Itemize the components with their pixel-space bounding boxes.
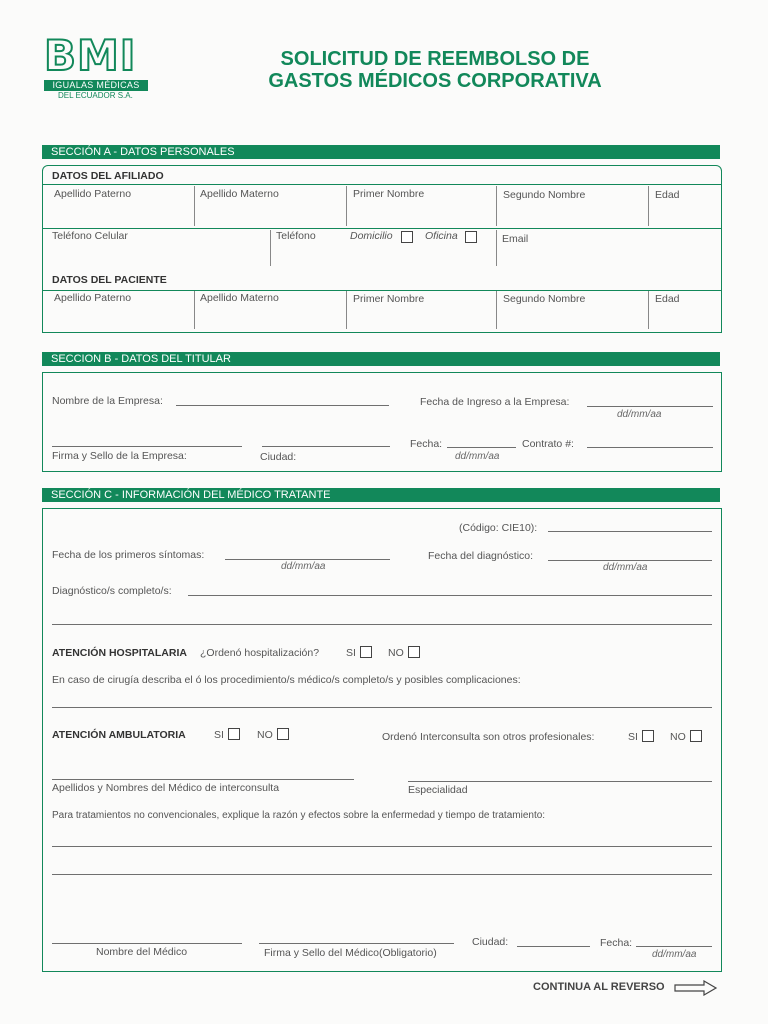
continua-label: CONTINUA AL REVERSO [533, 981, 665, 993]
paciente-apellido-materno-label: Apellido Materno [200, 292, 279, 304]
paciente-title: DATOS DEL PACIENTE [52, 274, 167, 286]
edad-label: Edad [655, 189, 680, 201]
nombre-empresa-label: Nombre de la Empresa: [52, 395, 163, 407]
inter-no-label: NO [670, 731, 686, 743]
hosp-no-checkbox[interactable] [408, 646, 420, 658]
paciente-apellido-paterno-label: Apellido Paterno [54, 292, 132, 304]
firma-medico-line[interactable] [259, 943, 454, 944]
section-c-header: SECCIÓN C - INFORMACIÓN DEL MÉDICO TRATANTE [42, 488, 720, 502]
diagnostico-line-2[interactable] [52, 624, 712, 625]
especialidad-line[interactable] [408, 781, 712, 782]
divider [42, 290, 722, 291]
divider [42, 184, 722, 185]
cirugia-label: En caso de cirugía describa el ó los procedimiento/s médico/s completo/s y posibles complicaciones: [52, 674, 521, 686]
fecha-label: Fecha: [410, 438, 443, 450]
fecha-ingreso-hint: dd/mm/aa [617, 409, 662, 420]
telefono-label: Teléfono [276, 230, 316, 242]
paciente-edad-label: Edad [655, 293, 680, 305]
ciudad-medico-label: Ciudad: [472, 936, 509, 948]
tratamientos-label: Para tratamientos no convencionales, explique la razón y efectos sobre la enfermedad y tiempo de tratamiento: [52, 810, 546, 821]
ciudad-label: Ciudad: [260, 451, 297, 463]
ciudad-line[interactable] [262, 446, 390, 447]
contrato-label: Contrato #: [522, 438, 574, 450]
nombre-medico-label: Nombre del Médico [96, 946, 188, 958]
segundo-nombre-label: Segundo Nombre [503, 189, 586, 201]
inter-no-checkbox[interactable] [690, 730, 702, 742]
firma-empresa-line[interactable] [52, 446, 242, 447]
tratamientos-line-1[interactable] [52, 846, 712, 847]
oficina-label: Oficina [425, 230, 458, 242]
apellido-materno-label: Apellido Materno [200, 188, 279, 200]
telefono-celular-label: Teléfono Celular [52, 230, 128, 242]
logo-subtitle: DEL ECUADOR S.A. [58, 91, 133, 100]
fecha-medico-line[interactable] [636, 946, 712, 947]
amb-no-checkbox[interactable] [277, 728, 289, 740]
diagnostico-line[interactable] [188, 595, 712, 596]
domicilio-label: Domicilio [350, 230, 393, 242]
afiliado-title: DATOS DEL AFILIADO [52, 170, 164, 182]
hospitalizacion-question: ¿Ordenó hospitalización? [200, 647, 320, 659]
inter-si-checkbox[interactable] [642, 730, 654, 742]
fecha-sintomas-line[interactable] [225, 559, 390, 560]
especialidad-label: Especialidad [408, 784, 468, 796]
fecha-ingreso-line[interactable] [587, 406, 713, 407]
contrato-line[interactable] [587, 447, 713, 448]
divider [42, 228, 722, 229]
fecha-diagnostico-line[interactable] [548, 560, 712, 561]
firma-medico-label: Firma y Sello del Médico(Obligatorio) [264, 947, 437, 959]
email-label: Email [502, 233, 529, 245]
amb-si-label: SI [214, 729, 224, 741]
amb-no-label: NO [257, 729, 273, 741]
amb-si-checkbox[interactable] [228, 728, 240, 740]
domicilio-checkbox[interactable] [401, 231, 413, 243]
interconsulta-label: Ordenó Interconsulta son otros profesionales: [382, 731, 595, 743]
logo-bar-text: IGUALAS MÉDICAS [44, 80, 148, 91]
ambulatoria-title: ATENCIÓN AMBULATORIA [52, 729, 186, 741]
diagnostico-label: Diagnóstico/s completo/s: [52, 585, 172, 597]
section-b-header: SECCION B - DATOS DEL TITULAR [42, 352, 720, 366]
hosp-si-checkbox[interactable] [360, 646, 372, 658]
codigo-line[interactable] [548, 531, 712, 532]
fecha-line[interactable] [447, 447, 516, 448]
title-line-2: GASTOS MÉDICOS CORPORATIVA [268, 70, 602, 92]
cirugia-line[interactable] [52, 707, 712, 708]
apellido-paterno-label: Apellido Paterno [54, 188, 132, 200]
title-line-1: SOLICITUD DE REEMBOLSO DE [280, 48, 590, 70]
hosp-no-label: NO [388, 647, 404, 659]
fecha-medico-label: Fecha: [600, 937, 633, 949]
arrow-right-icon [674, 980, 718, 996]
nombre-medico-line[interactable] [52, 943, 242, 944]
fecha-diagnostico-hint: dd/mm/aa [603, 562, 648, 573]
medico-interconsulta-line[interactable] [52, 779, 354, 780]
fecha-sintomas-hint: dd/mm/aa [281, 561, 326, 572]
ciudad-medico-line[interactable] [517, 946, 590, 947]
tratamientos-line-2[interactable] [52, 874, 712, 875]
nombre-empresa-line[interactable] [176, 405, 389, 406]
paciente-primer-nombre-label: Primer Nombre [353, 293, 425, 305]
inter-si-label: SI [628, 731, 638, 743]
fecha-sintomas-label: Fecha de los primeros síntomas: [52, 549, 205, 561]
firma-empresa-label: Firma y Sello de la Empresa: [52, 450, 187, 462]
primer-nombre-label: Primer Nombre [353, 188, 425, 200]
fecha-ingreso-label: Fecha de Ingreso a la Empresa: [420, 396, 570, 408]
paciente-segundo-nombre-label: Segundo Nombre [503, 293, 586, 305]
hospitalaria-title: ATENCIÓN HOSPITALARIA [52, 647, 187, 659]
section-a-header: SECCIÓN A - DATOS PERSONALES [42, 145, 720, 159]
medico-interconsulta-label: Apellidos y Nombres del Médico de interconsulta [52, 782, 280, 794]
hosp-si-label: SI [346, 647, 356, 659]
oficina-checkbox[interactable] [465, 231, 477, 243]
bmi-logo: BMI [44, 31, 137, 80]
codigo-label: (Código: CIE10): [459, 522, 538, 534]
fecha-medico-hint: dd/mm/aa [652, 949, 697, 960]
fecha-hint: dd/mm/aa [455, 451, 500, 462]
fecha-diagnostico-label: Fecha del diagnóstico: [428, 550, 534, 562]
